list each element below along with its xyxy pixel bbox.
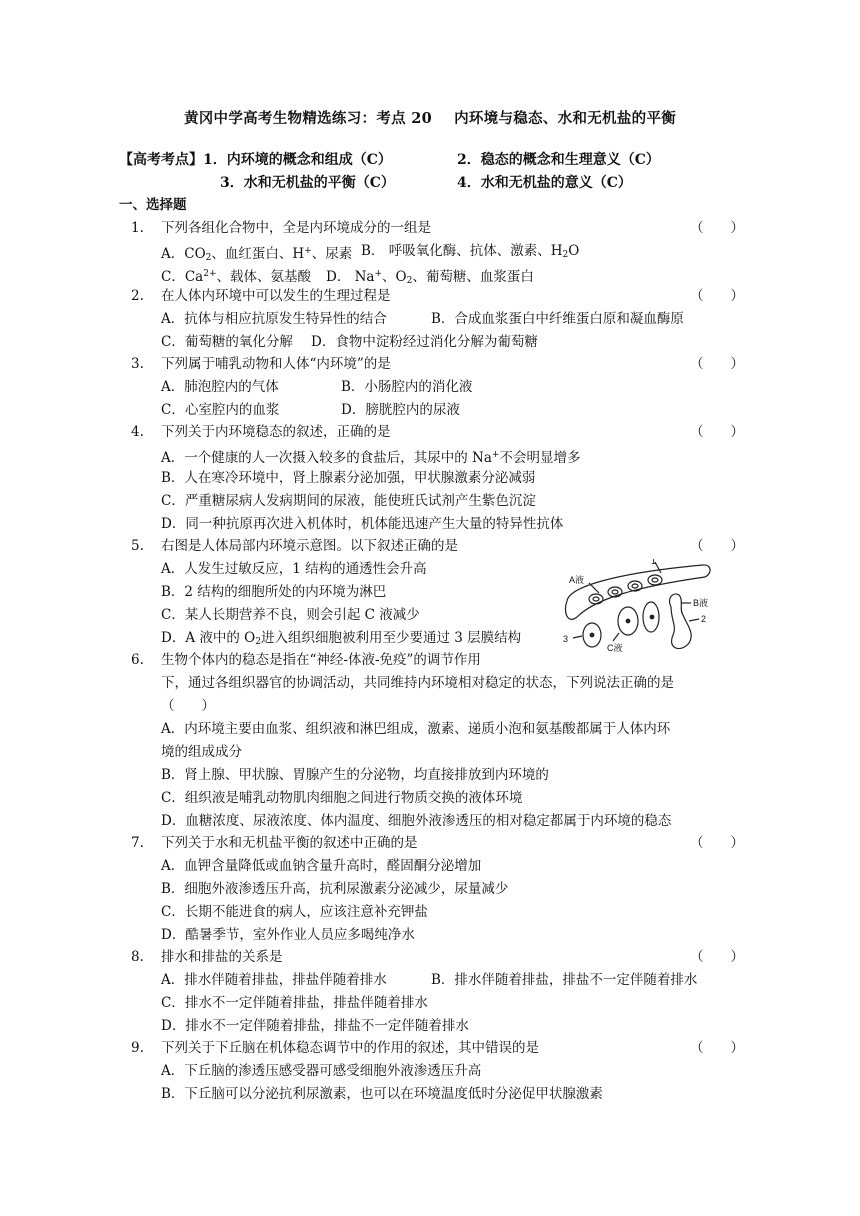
question-stem: 下列属于哺乳动物和人体“内环境”的是 xyxy=(161,356,391,372)
question-stem: 下列关于水和无机盐平衡的叙述中正确的是 xyxy=(161,835,418,851)
option-c: C．心室腔内的血浆 xyxy=(161,402,280,418)
option-a: A．抗体与相应抗原发生特异性的结合 xyxy=(161,311,387,327)
label-b-fluid: B液 xyxy=(693,598,709,608)
option-b: B．小肠腔内的消化液 xyxy=(341,379,473,395)
internal-environment-diagram xyxy=(555,559,715,659)
page-title xyxy=(0,107,860,128)
option-b: B．排水伴随着排盐，排盐不一定伴随着排水 xyxy=(431,972,698,988)
answer-blank: （ ） xyxy=(690,835,744,851)
option-a-cont: 境的组成成分 xyxy=(161,744,242,760)
option-c: C．某人长期营养不良，则会引起 C 液减少 xyxy=(161,607,420,623)
option-d: D． Na+、$O_2$、葡萄糖、血浆蛋白 xyxy=(326,269,534,286)
label-a-fluid: A液 xyxy=(569,575,585,585)
label-c-fluid: C液 xyxy=(607,643,623,653)
question-number: 3. xyxy=(131,356,144,372)
question-stem: 生物个体内的稳态是指在“神经-体液-免疫”的调节作用 xyxy=(161,652,481,668)
option-b: B．细胞外液渗透压升高，抗利尿激素分泌减少，尿量减少 xyxy=(161,881,509,897)
exam-point-2: 2．稳态的概念和生理意义（C） xyxy=(457,152,660,168)
option-d: D．同一种抗原再次进入机体时，机体能迅速产生大量的特异性抗体 xyxy=(161,516,564,532)
question-stem-cont: 下，通过各组织器官的协调活动，共同维持内环境相对稳定的状态，下列说法正确的是 xyxy=(161,675,674,691)
option-b: B．2 结构的细胞所处的内环境为淋巴 xyxy=(161,584,387,600)
option-b: B．肾上腺、甲状腺、胃腺产生的分泌物，均直接排放到内环境的 xyxy=(161,767,549,783)
question-number: 7. xyxy=(131,835,144,851)
question-stem: 排水和排盐的关系是 xyxy=(161,949,283,965)
question-number: 9. xyxy=(131,1040,144,1056)
option-c: C．严重糖尿病人发病期间的尿液，能使班氏试剂产生紫色沉淀 xyxy=(161,493,536,509)
option-d: D．排水不一定伴随着排盐，排盐不一定伴随着排水 xyxy=(161,1018,469,1034)
answer-blank: （ ） xyxy=(690,949,744,965)
option-a: A．血钾含量降低或血钠含量升高时，醛固酮分泌增加 xyxy=(161,858,482,874)
answer-blank: （ ） xyxy=(690,288,744,304)
option-a: A．排水伴随着排盐，排盐伴随着排水 xyxy=(161,972,387,988)
blood-cell xyxy=(628,581,642,591)
answer-blank: （ ） xyxy=(161,698,215,714)
question-stem: 在人体内环境中可以发生的生理过程是 xyxy=(161,288,391,304)
question-stem: 下列各组化合物中，全是内环境成分的一组是 xyxy=(161,220,431,236)
option-c: C．组织液是哺乳动物肌肉细胞之间进行物质交换的液体环境 xyxy=(161,790,523,806)
answer-blank: （ ） xyxy=(690,1040,744,1056)
question-number: 8. xyxy=(131,949,144,965)
option-c: C．长期不能进食的病人，应该注意补充钾盐 xyxy=(161,904,428,920)
option-b: B．人在寒冷环境中，肾上腺素分泌加强，甲状腺激素分泌减弱 xyxy=(161,470,536,486)
answer-blank: （ ） xyxy=(690,220,744,236)
title-topic: 内环境与稳态、水和无机盐的平衡 xyxy=(454,110,677,127)
exam-point-1: 1．内环境的概念和组成（C） xyxy=(203,152,392,168)
question-stem: 下列关于下丘脑在机体稳态调节中的作用的叙述，其中错误的是 xyxy=(161,1040,539,1056)
option-a: A．下丘脑的渗透压感受器可感受细胞外液渗透压升高 xyxy=(161,1063,482,1079)
section-heading: 一、选择题 xyxy=(119,197,187,213)
option-c: C．排水不一定伴随着排盐，排盐伴随着排水 xyxy=(161,995,428,1011)
label-1: 1 xyxy=(651,559,657,566)
option-d: D．A 液中的 $O_2$进入组织细胞被利用至少要通过 3 层膜结构 xyxy=(161,630,522,647)
option-a: A．一个健康的人一次摄入较多的食盐后，其尿中的 Na+不会明显增多 xyxy=(161,450,581,466)
question-stem: 右图是人体局部内环境示意图。以下叙述正确的是 xyxy=(161,538,458,554)
option-b: B．下丘脑可以分泌抗利尿激素，也可以在环境温度低时分泌促甲状腺激素 xyxy=(161,1086,603,1102)
blood-cell xyxy=(589,594,603,604)
option-d: D．食物中淀粉经过消化分解为葡萄糖 xyxy=(311,334,538,350)
question-number: 1. xyxy=(131,220,144,236)
option-b: B．合成血浆蛋白中纤维蛋白原和凝血酶原 xyxy=(431,311,684,327)
question-number: 4. xyxy=(131,424,144,440)
question-number: 2. xyxy=(131,288,144,304)
exam-point-3: 3．水和无机盐的平衡（C） xyxy=(220,175,395,191)
answer-blank: （ ） xyxy=(690,538,744,554)
option-d: D．血糖浓度、尿液浓度、体内温度、细胞外液渗透压的相对稳定都属于内环境的稳态 xyxy=(161,813,672,829)
title-main: 黄冈中学高考生物精选练习：考点 20 xyxy=(183,110,433,127)
blood-cell xyxy=(648,575,662,585)
option-b: B． 呼吸氧化酶、抗体、激素、$H_2O$ xyxy=(361,243,580,260)
option-d: D．酷暑季节，室外作业人员应多喝纯净水 xyxy=(161,927,415,943)
answer-blank: （ ） xyxy=(690,356,744,372)
option-a: A．内环境主要由血浆、组织液和淋巴组成，激素、递质小泡和氨基酸都属于人体内环 xyxy=(161,721,671,737)
option-c: C．葡萄糖的氧化分解 xyxy=(161,334,293,350)
option-a: A．人发生过敏反应，1 结构的通透性会升高 xyxy=(161,561,427,577)
exam-points-row-1 xyxy=(119,150,392,170)
exam-points-label: 【高考考点】 xyxy=(119,152,203,168)
label-2: 2 xyxy=(701,614,707,624)
option-a: A．肺泡腔内的气体 xyxy=(161,379,279,395)
label-3: 3 xyxy=(563,634,569,644)
option-c: C．$Ca^{2+}$、载体、氨基酸 xyxy=(161,269,311,285)
option-a: A．$CO_2$、血红蛋白、H+、尿素 xyxy=(161,246,353,263)
question-number: 5. xyxy=(131,538,144,554)
lymph-vessel xyxy=(670,594,692,649)
answer-blank: （ ） xyxy=(690,424,744,440)
question-stem: 下列关于内环境稳态的叙述，正确的是 xyxy=(161,424,391,440)
question-number: 6. xyxy=(131,652,144,668)
option-d: D．膀胱腔内的尿液 xyxy=(341,402,460,418)
exam-point-4: 4．水和无机盐的意义（C） xyxy=(457,175,632,191)
capillary-vessel xyxy=(565,565,710,619)
